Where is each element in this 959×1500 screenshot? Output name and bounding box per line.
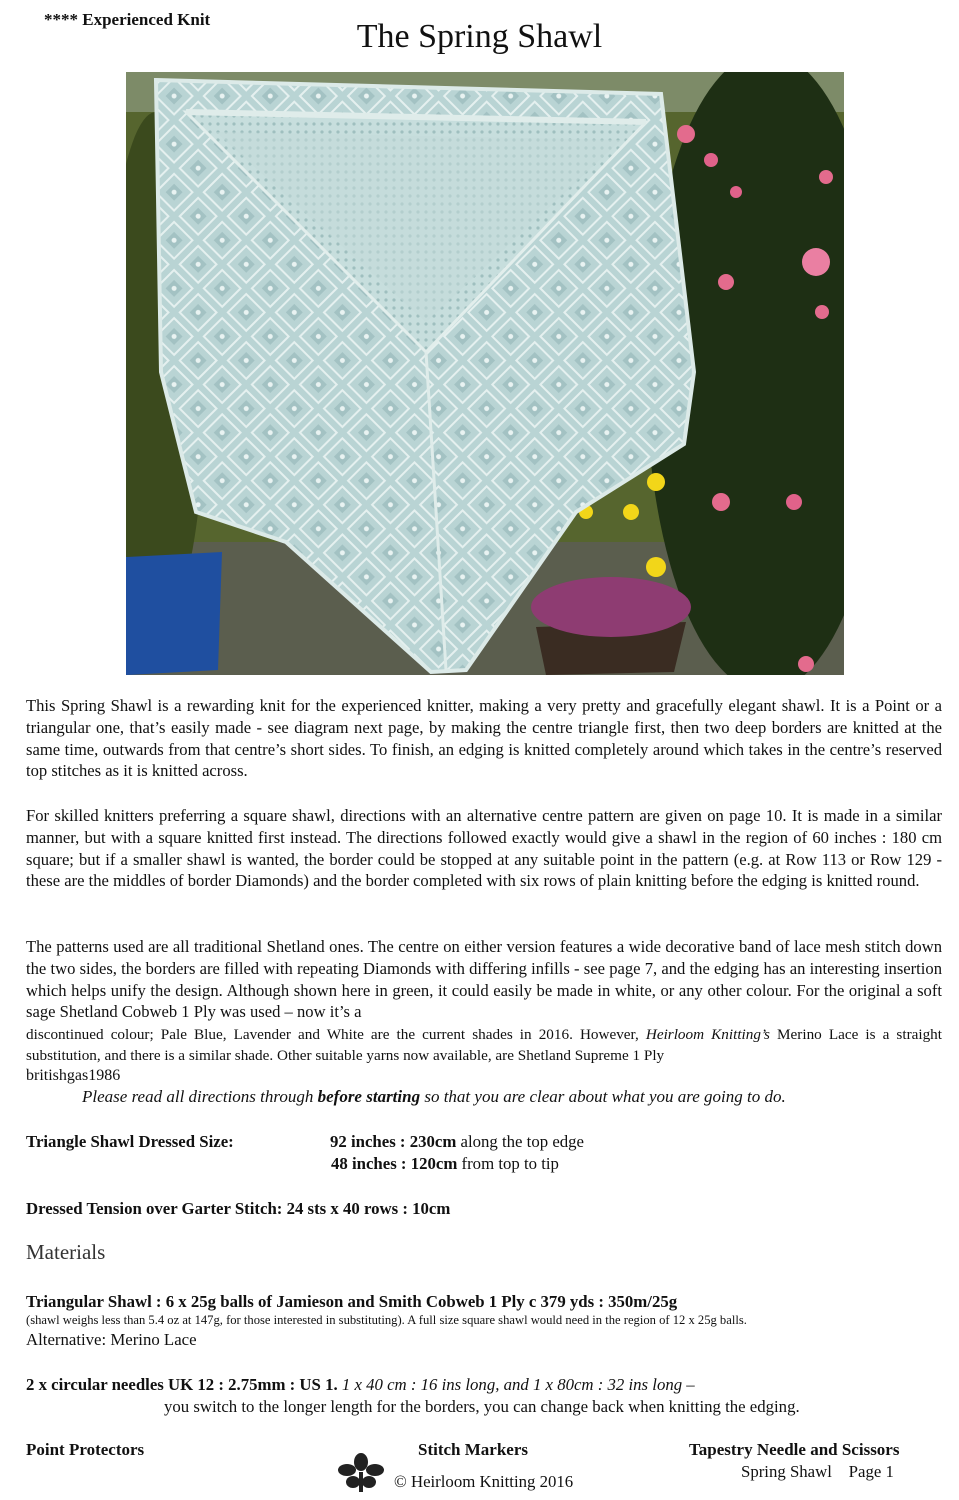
patterns-paragraph: The patterns used are all traditional Shetland ones. The centre on either version features a wide decorative band of lace mesh stitch down the two sides, the borders are filled with repeating Diamonds with differing infills - see page 7, and the edging has an interesting insertion which helps unify the design. Although shown here in green, it could easily be made in white, or any other colour. For the original a soft sage Shetland Cobweb 1 Ply was used – now it’s a [26,937,942,1022]
page-title: The Spring Shawl [356,18,603,55]
copyright: © Heirloom Knitting 2016 [394,1472,574,1491]
tension-line: Dressed Tension over Garter Stitch: 24 sts x 40 rows : 10cm [26,1199,451,1218]
stitch-markers: Stitch Markers [418,1440,529,1459]
skill-level: **** Experienced Knit [44,10,211,29]
tapestry-needle: Tapestry Needle and Scissors [689,1440,900,1459]
watermark-text: britishgas1986 [26,1067,121,1084]
needles-line: 2 x circular needles UK 12 : 2.75mm : US 1. 1 x 40 cm : 16 ins long, and 1 x 80cm : 32 ins long – [26,1375,695,1394]
materials-heading: Materials [26,1240,106,1264]
intro-paragraph: This Spring Shawl is a rewarding knit for the experienced knitter, making a very pretty and gracefully elegant shawl. It is a Point or a triangular one, that’s easily made - see diagram next page, by making the centre triangle first, then two deep borders are knitted at the same time, outwards from that centre’s short sides. To finish, an edging is knitted completely around which takes in the centre’s reserved top stitches as it is knitted across. [26,696,942,781]
needles-line-2: you switch to the longer length for the borders, you can change back when knitting the edging. [164,1397,800,1416]
page-number: Spring Shawl Page 1 [741,1462,894,1481]
yarn-line: Triangular Shawl : 6 x 25g balls of Jamieson and Smith Cobweb 1 Ply c 379 yds : 350m/25g [26,1292,678,1311]
point-protectors: Point Protectors [26,1440,145,1459]
square-shawl-paragraph: For skilled knitters preferring a square shawl, directions with an alternative centre pattern are given on page 10. It is made in a similar manner, but with a square knitted first instead. The directions followed exactly would give a shawl in the region of 60 inches : 180 cm square; but if a smaller shawl is wanted, the border could be stopped at any suitable point in the pattern (e.g. at Row 113 or Row 129 - these are the middles of border Diamonds) and the border completed with six rows of plain knitting before the edging is knitted round. [26,806,942,891]
yarn-paragraph: discontinued colour; Pale Blue, Lavender and White are the current shades in 2016. However, Heirloom Knitting’s Merino Lace is a straight substitution, and there is a similar shade. Other suitable yarns now available, are Shetland Supreme 1 Ply [26,1026,942,1064]
shawl-photo [126,72,844,675]
heirloom-logo-icon [333,1452,389,1494]
blue-pot [126,552,222,675]
alternative-yarn: Alternative: Merino Lace [26,1330,197,1349]
size-label: Triangle Shawl Dressed Size: [26,1132,234,1151]
size-line-1: 92 inches : 230cm along the top edge [330,1132,584,1151]
yarn-note: (shawl weighs less than 5.4 oz at 147g, for those interested in substituting). A full size square shawl would need in the region of 12 x 25g balls. [26,1313,747,1327]
size-line-2: 48 inches : 120cm from top to tip [331,1154,559,1173]
read-directions-note: Please read all directions through before starting so that you are clear about what you are going to do. [82,1087,786,1106]
